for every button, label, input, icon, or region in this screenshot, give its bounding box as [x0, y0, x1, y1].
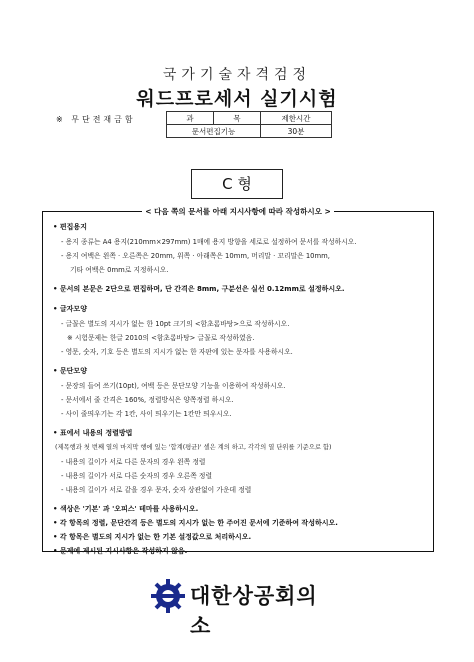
exam-info-table [166, 111, 332, 138]
publisher-logo [150, 578, 330, 638]
paragraph-line-3: - 사이 줄띄우기는 각 1칸, 사이 띄우기는 1칸만 띄우시오. [61, 410, 232, 418]
exam-category-title: 국가기술자격검정 [162, 67, 312, 83]
table-align-line-3: - 내용의 길이가 서로 같을 경우 문자, 숫자 상관없이 가운데 정렬 [61, 486, 252, 494]
section-title-paper: • 편집용지 [53, 223, 87, 231]
gear-logo-icon [150, 578, 186, 614]
exam-main-title: 워드프로세서 실기시험 [136, 88, 338, 110]
section-title-defaults: • 각 항목은 별도의 지시가 없는 한 기본 설정값으로 처리하시오. [53, 533, 252, 541]
section-title-table-align: • 표에서 내용의 정렬방법 [53, 429, 133, 437]
section-title-columns: • 문서의 본문은 2단으로 편집하며, 단 간격은 8mm, 구분선은 실선 0.12mm로 설정하시오. [53, 285, 345, 293]
section-title-color: • 색상은 '기본' 과 '오피스' 테마를 사용하시오. [53, 505, 199, 513]
subject-value: 문서편집기능 [167, 125, 261, 138]
paragraph-line-1: - 문장의 들여 쓰기(10pt), 여백 등은 문단모양 기능을 이용하여 작성하시오. [61, 382, 286, 390]
subject-header-b: 목 [214, 112, 261, 125]
table-align-line-1: - 내용의 길이가 서로 다른 문자의 경우 왼쪽 정렬 [61, 458, 206, 466]
font-line-1: - 글꼴은 별도의 지시가 없는 한 10pt 크기의 <함초롬바탕>으로 작성하시오. [61, 320, 290, 328]
paper-line-2: - 용지 여백은 왼쪽 · 오른쪽은 20mm, 위쪽 · 아래쪽은 10mm, 머리말 · 꼬리말은 10mm, [61, 252, 330, 260]
time-limit-header: 제한시간 [261, 112, 332, 125]
subject-header-a: 과 [167, 112, 214, 125]
exam-type-box: C 형 [191, 169, 283, 199]
instructions-box [42, 207, 434, 555]
section-title-paragraph: • 문단모양 [53, 367, 87, 375]
font-line-2: ※ 시험문제는 한글 2010의 <함초롬바탕> 글꼴로 작성하였음. [67, 334, 255, 342]
paragraph-line-2: - 문서에서 줄 간격은 160%, 정렬방식은 양쪽정렬 하시오. [61, 396, 234, 404]
paper-line-1: - 용지 종류는 A4 용지(210mm×297mm) 1매에 용지 방향을 세로로 설정하여 문서를 작성하시오. [61, 238, 357, 246]
table-align-note: (제목행과 첫 번째 열의 마지막 행에 있는 '합계(평균)' 셀은 계의 하고, 각각의 열 단위를 기준으로 함) [55, 444, 332, 451]
section-title-font: • 글자모양 [53, 305, 87, 313]
publisher-name: 대한상공회의소 [190, 584, 318, 638]
time-limit-value: 30분 [261, 125, 332, 138]
section-title-alignment: • 각 항목의 정렬, 문단간격 등은 별도의 지시가 없는 한 주어진 문서에 기준하여 작성하시오. [53, 519, 338, 527]
instructions-header: < 다음 쪽의 문서를 아래 지시사항에 따라 작성하시오 > [43, 206, 433, 217]
copyright-notice: ※ 무단전재금함 [56, 115, 136, 124]
font-line-3: - 영문, 숫자, 기호 등은 별도의 지시가 없는 한 자판에 있는 문자를 사용하시오. [61, 348, 293, 356]
section-title-omit: • 문제에 제시된 지시사항은 작성하지 않음. [53, 547, 188, 555]
table-align-line-2: - 내용의 길이가 서로 다른 숫자의 경우 오른쪽 정렬 [61, 472, 213, 480]
paper-line-3: 기타 여백은 0mm로 지정하시오. [70, 266, 169, 274]
